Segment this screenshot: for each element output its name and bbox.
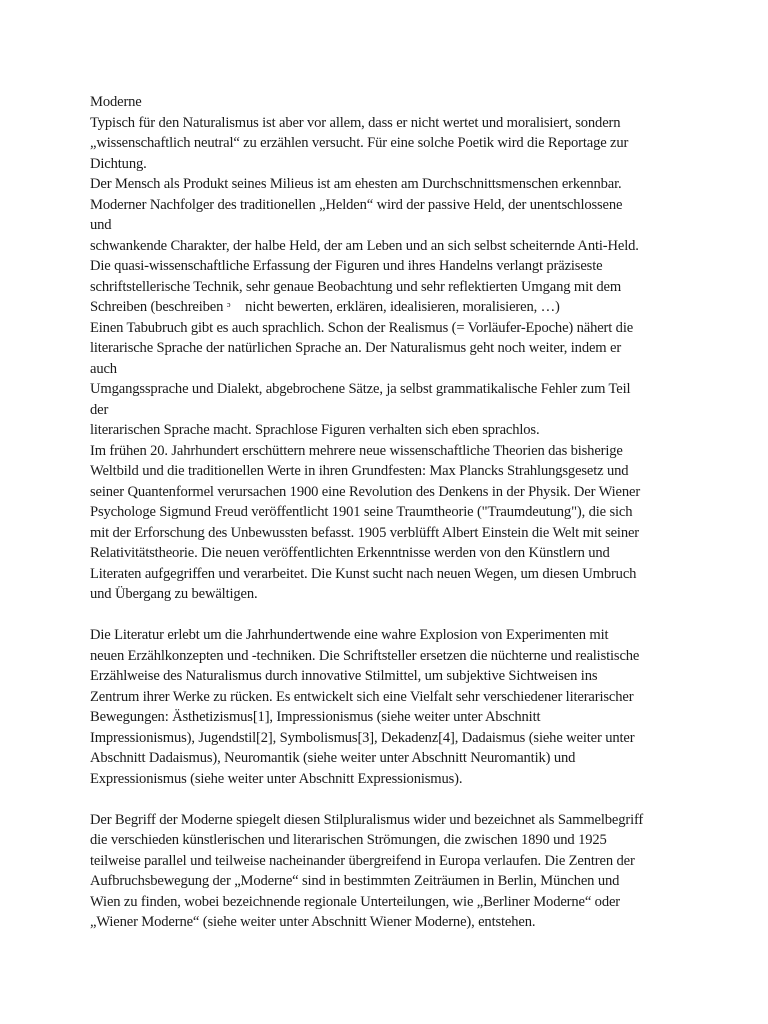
text-line: Der Mensch als Produkt seines Milieus ist am ehesten am Durchschnittsmenschen erkennbar. [90,176,622,192]
text-line: schriftstellerische Technik, sehr genaue Beobachtung und sehr reflektierten Umgang mit dem [90,278,622,295]
text-line: Abschnitt Dadaismus), Neuromantik (siehe weiter unter Abschnitt Neuromantik) und [90,750,576,766]
text-line: Der Begriff der Moderne spiegelt diesen Stilpluralismus wider und bezeichnet als Sammelbegriff [90,811,644,828]
text-line: der [90,401,109,418]
text-line: und Übergang zu bewältigen. [90,586,258,602]
text-line: literarischen Sprache macht. Sprachlose Figuren verhalten sich eben sprachlos. [90,422,540,438]
document-body [90,92,708,933]
text-line: „Wiener Moderne“ (siehe weiter unter Abschnitt Wiener Moderne), entstehen. [90,914,536,930]
text-line: Expressionismus (siehe weiter unter Abschnitt Expressionismus). [90,770,463,787]
text-line: Wien zu finden, wobei bezeichnende regionale Unterteilungen, wie „Berliner Moderne“ oder [90,893,621,910]
paragraph-break [90,605,708,626]
text-line: Einen Tabubruch gibt es auch sprachlich. Schon der Realismus (= Vorläufer-Epoche) nähert die [90,319,634,336]
text-line: Relativitätstheorie. Die neuen veröffentlichten Erkenntnisse werden von den Künstlern und [90,545,610,561]
text-line: literarische Sprache der natürlichen Sprache an. Der Naturalismus geht noch weiter, indem er [90,340,622,356]
text-line: Die Literatur erlebt um die Jahrhundertwende eine wahre Explosion von Experimenten mit [90,627,609,643]
text-line: Bewegungen: Ästhetizismus[1], Impressionismus (siehe weiter unter Abschnitt [90,709,541,725]
text-line: Impressionismus), Jugendstil[2], Symbolismus[3], Dekadenz[4], Dadaismus (siehe weiter unter [90,729,635,746]
text-line: Die quasi-wissenschaftliche Erfassung der Figuren und ihres Handelns verlangt präziseste [90,258,603,274]
text-line: Dichtung. [90,155,147,172]
document-title: Moderne [90,94,142,110]
text-line: Moderner Nachfolger des traditionellen „Helden“ wird der passive Held, der unentschlossene [90,196,623,213]
text-line: Im frühen 20. Jahrhundert erschüttern mehrere neue wissenschaftliche Theorien das bisherige [90,442,623,459]
text-line: Literaten aufgegriffen und verarbeitet. Die Kunst sucht nach neuen Wegen, um diesen Umbruch [90,565,637,582]
text-line: teilweise parallel und teilweise nacheinander übergreifend in Europa verlaufen. Die Zentren der [90,852,635,869]
text-line: Aufbruchsbewegung der „Moderne“ sind in bestimmten Zeiträumen in Berlin, München und [90,873,620,889]
text-line: seiner Quantenformel verursachen 1900 eine Revolution des Denkens in der Physik. Der Wiener [90,483,641,500]
text-line: Erzählweise des Naturalismus durch innovative Stilmittel, um subjektive Sichtweisen ins [90,668,598,684]
text-line: neuen Erzählkonzepten und -techniken. Die Schriftsteller ersetzen die nüchterne und realistische [90,647,640,664]
text-line: „wissenschaftlich neutral“ zu erzählen versucht. Für eine solche Poetik wird die Reportage zur [90,135,629,151]
text-line: schwankende Charakter, der halbe Held, der am Leben und an sich selbst scheiternde Anti-Held. [90,237,639,254]
paragraph-break [90,789,708,810]
text-line: Typisch für den Naturalismus ist aber vor allem, dass er nicht wertet und moralisiert, sondern [90,114,621,131]
text-line: Zentrum ihrer Werke zu rücken. Es entwickelt sich eine Vielfalt sehr verschiedener literarischer [90,688,634,705]
text-line: auch [90,360,117,377]
text-line: Schreiben (beschreiben ᵓᷓ nicht bewerten, erklären, idealisieren, moralisieren, …) [90,299,560,315]
text-line: und [90,217,112,233]
text-line: mit der Erforschung des Unbewussten befasst. 1905 verblüfft Albert Einstein die Welt mit seiner [90,524,640,541]
text-line: die verschieden künstlerischen und literarischen Strömungen, die zwischen 1890 und 1925 [90,832,607,848]
text-line: Psychologe Sigmund Freud veröffentlicht 1901 seine Traumtheorie ("Traumdeutung"), die sich [90,504,633,520]
text-line: Umgangssprache und Dialekt, abgebrochene Sätze, ja selbst grammatikalische Fehler zum Teil [90,381,631,397]
text-line: Weltbild und die traditionellen Werte in ihren Grundfesten: Max Plancks Strahlungsgesetz und [90,463,629,479]
